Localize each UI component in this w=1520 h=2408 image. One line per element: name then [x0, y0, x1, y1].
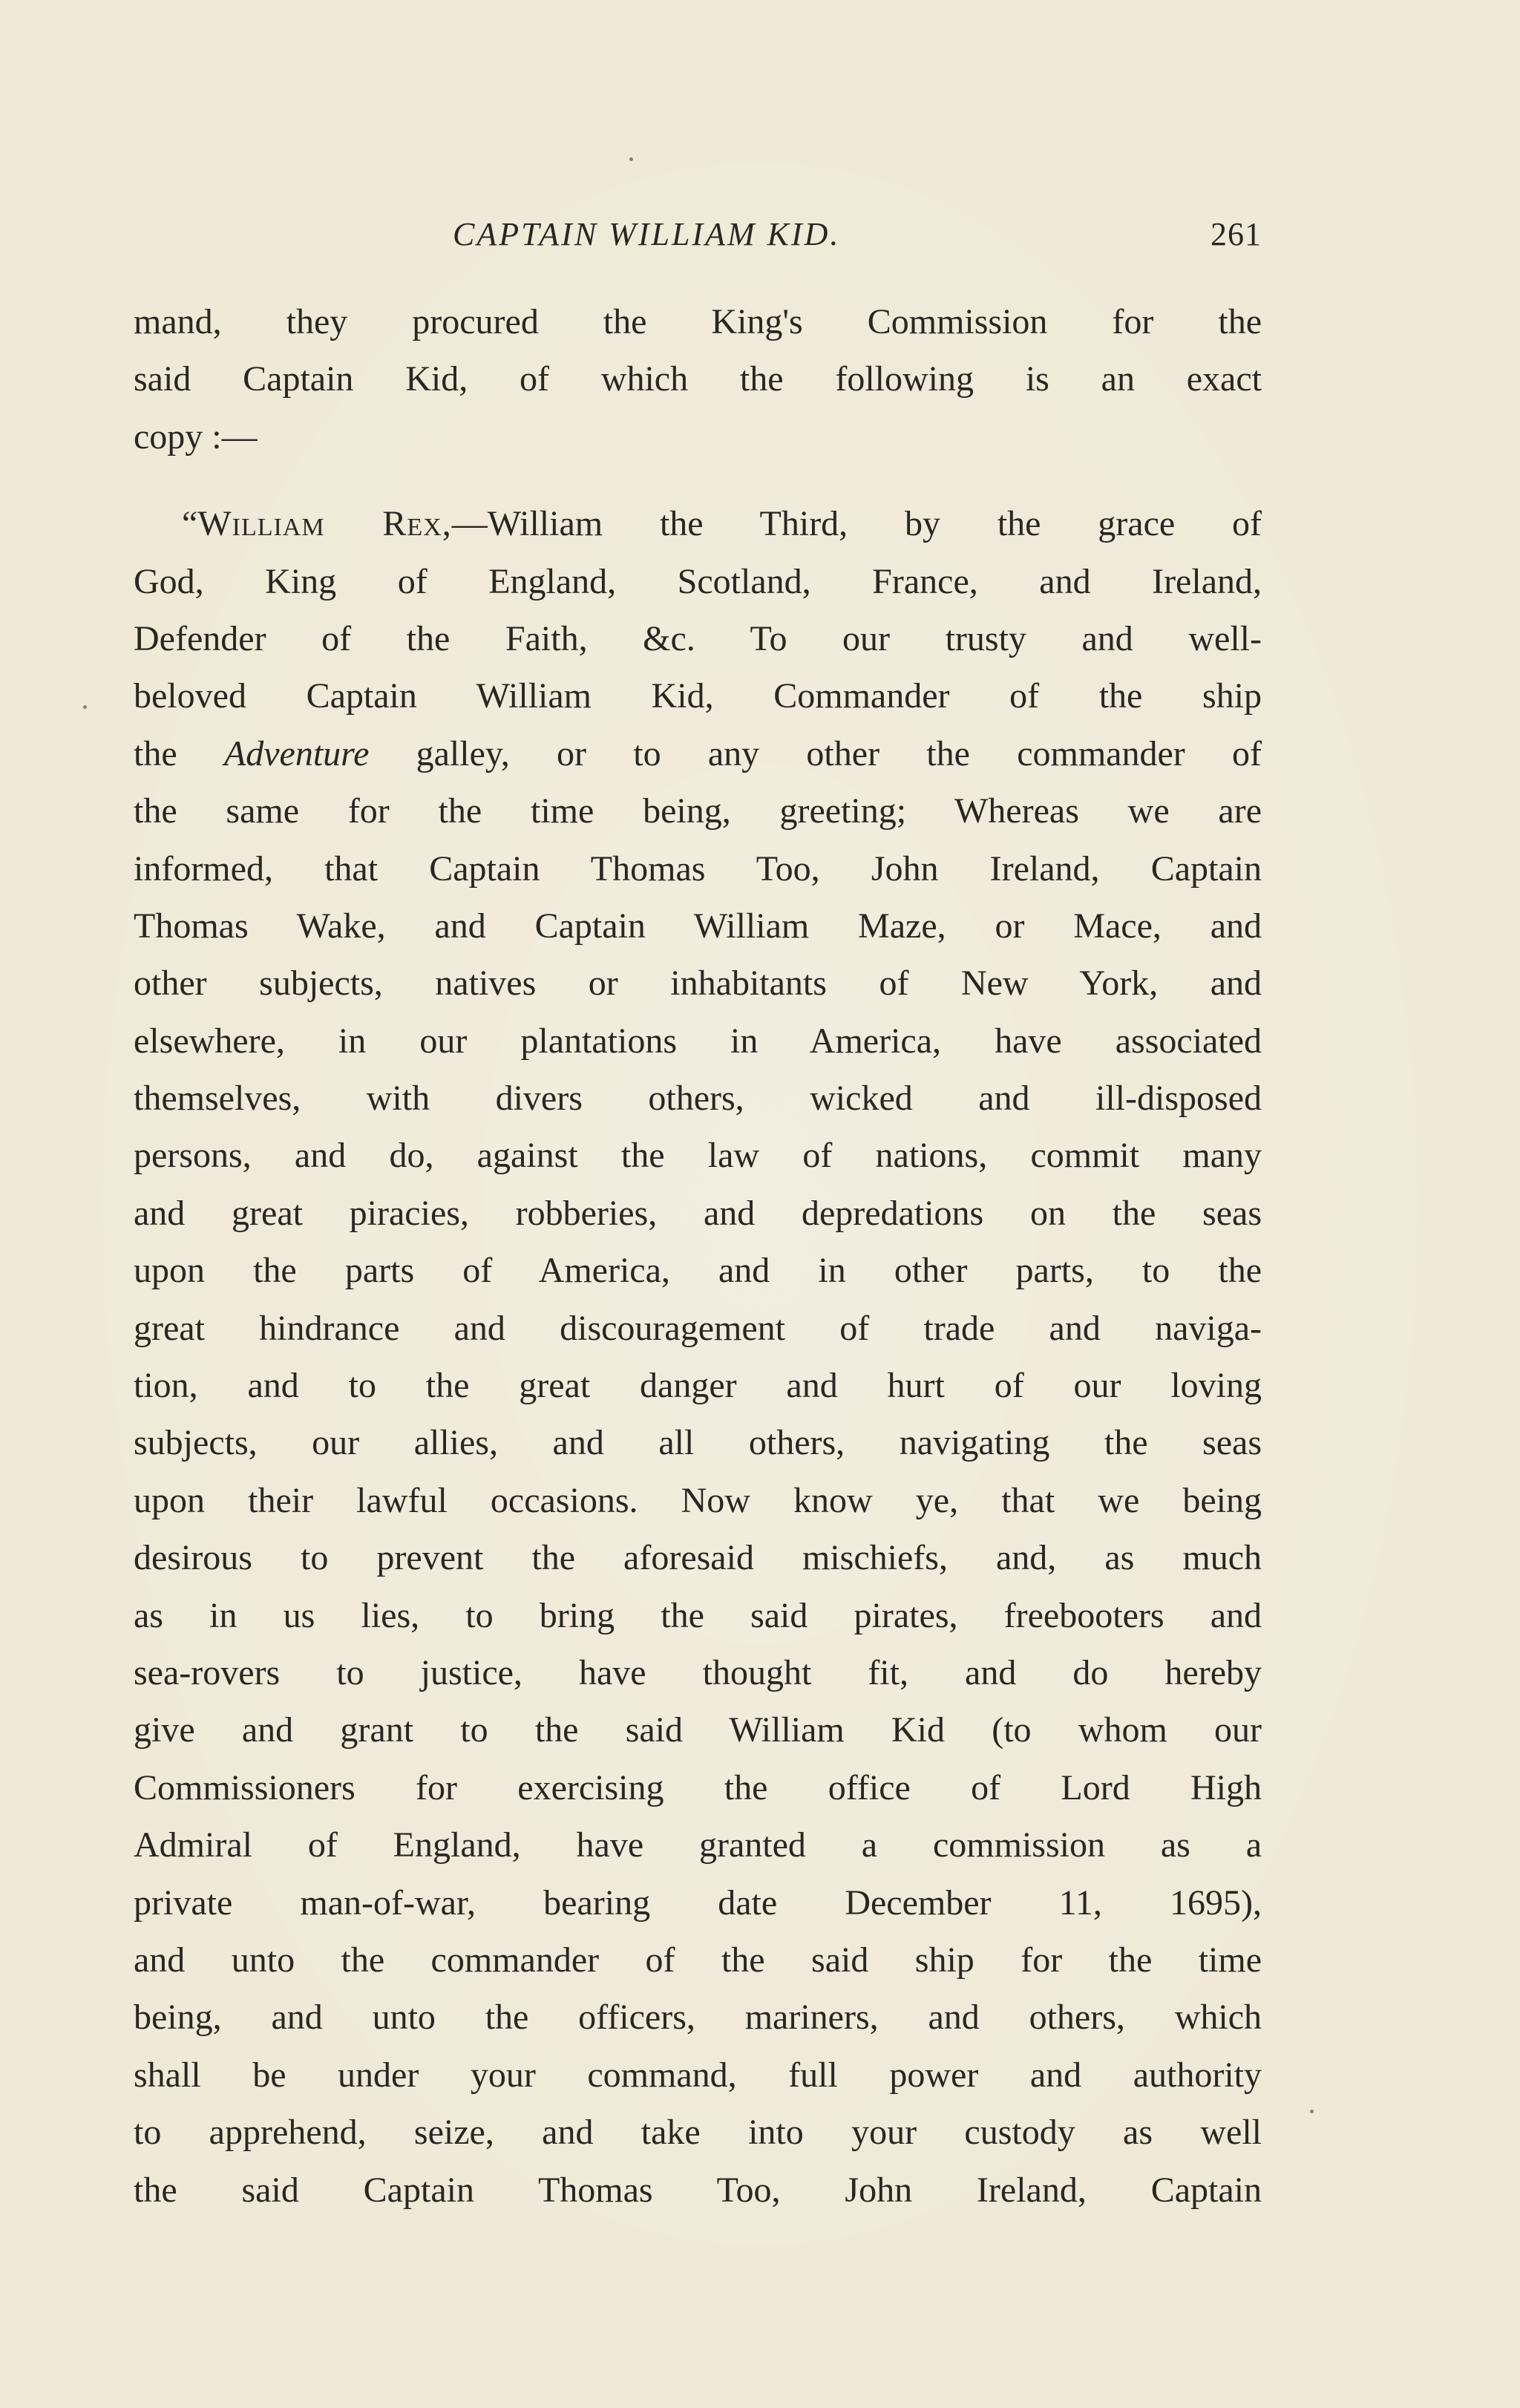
- text-line: as in us lies, to bring the said pirates, freebooters and: [134, 1595, 1262, 1635]
- text-line: informed, that Captain Thomas Too, John Ireland, Captain: [134, 848, 1262, 889]
- small-caps-heading: William Rex,: [197, 504, 452, 544]
- text-line: persons, and do, against the law of nations, commit many: [134, 1136, 1262, 1176]
- text-line: being, and unto the officers, mariners, and others, which: [134, 1998, 1262, 2038]
- text-line: elsewhere, in our plantations in America, have associated: [134, 1021, 1262, 1061]
- line-rest: galley, or to any other the commander of: [369, 733, 1262, 773]
- body-text: [134, 293, 1262, 2219]
- paragraph-gap: [134, 465, 1262, 495]
- paper-speck: [83, 705, 87, 709]
- paragraph-1: [134, 293, 1262, 465]
- paper-speck: [1310, 2110, 1314, 2113]
- text-line: and great piracies, robberies, and depredations on the seas: [134, 1193, 1262, 1233]
- text-line: private man-of-war, bearing date December 11, 1695),: [134, 1882, 1262, 1923]
- text-line: Thomas Wake, and Captain William Maze, or Mace, and: [134, 906, 1262, 946]
- text-line: copy :—: [134, 416, 258, 457]
- text-line: Admiral of England, have granted a commission as a: [134, 1825, 1262, 1865]
- page-header: [134, 215, 1262, 260]
- text-line: God, King of England, Scotland, France, and Ireland,: [134, 561, 1262, 601]
- text-line: great hindrance and discouragement of trade and naviga-: [134, 1308, 1262, 1348]
- text-line: mand, they procured the King's Commission for the: [134, 302, 1262, 341]
- text-line: desirous to prevent the aforesaid mischiefs, and, as much: [134, 1538, 1262, 1578]
- text-line: give and grant to the said William Kid (to whom our: [134, 1710, 1262, 1750]
- text-line: [134, 725, 1262, 782]
- paper-speck: [629, 157, 633, 161]
- text-line: the said Captain Thomas Too, John Ireland, Captain: [134, 2170, 1262, 2210]
- running-head: CAPTAIN WILLIAM KID.: [453, 216, 841, 252]
- text-line: Commissioners for exercising the office of Lord High: [134, 1767, 1262, 1807]
- open-quote: “: [182, 504, 198, 544]
- text-line: the same for the time being, greeting; Whereas we are: [134, 791, 1262, 831]
- ship-name: Adventure: [223, 733, 370, 773]
- text-line: upon their lawful occasions. Now know ye, that we being: [134, 1480, 1262, 1520]
- text-line: upon the parts of America, and in other parts, to the: [134, 1251, 1262, 1291]
- text-line: other subjects, natives or inhabitants of New York, and: [134, 963, 1262, 1004]
- text-line: Defender of the Faith, &c. To our trusty and well-: [134, 618, 1262, 658]
- text-line: said Captain Kid, of which the following is an exact: [134, 359, 1262, 399]
- text-line: sea-rovers to justice, have thought fit, and do hereby: [134, 1652, 1262, 1692]
- text-line: themselves, with divers others, wicked and ill-disposed: [134, 1079, 1262, 1119]
- text-line: beloved Captain William Kid, Commander of the ship: [134, 676, 1262, 716]
- text-line: [134, 495, 1262, 552]
- line-start: the: [134, 733, 224, 773]
- text-line: shall be under your command, full power and authority: [134, 2055, 1262, 2095]
- text-line: subjects, our allies, and all others, navigating the seas: [134, 1423, 1262, 1463]
- text-line: tion, and to the great danger and hurt of our loving: [134, 1366, 1262, 1406]
- paragraph-2-commission: [134, 495, 1262, 2219]
- line-rest: —William the Third, by the grace of: [451, 504, 1262, 544]
- text-line: and unto the commander of the said ship for the time: [134, 1940, 1262, 1980]
- text-line: to apprehend, seize, and take into your custody as well: [134, 2113, 1262, 2153]
- page-number: 261: [1211, 216, 1262, 252]
